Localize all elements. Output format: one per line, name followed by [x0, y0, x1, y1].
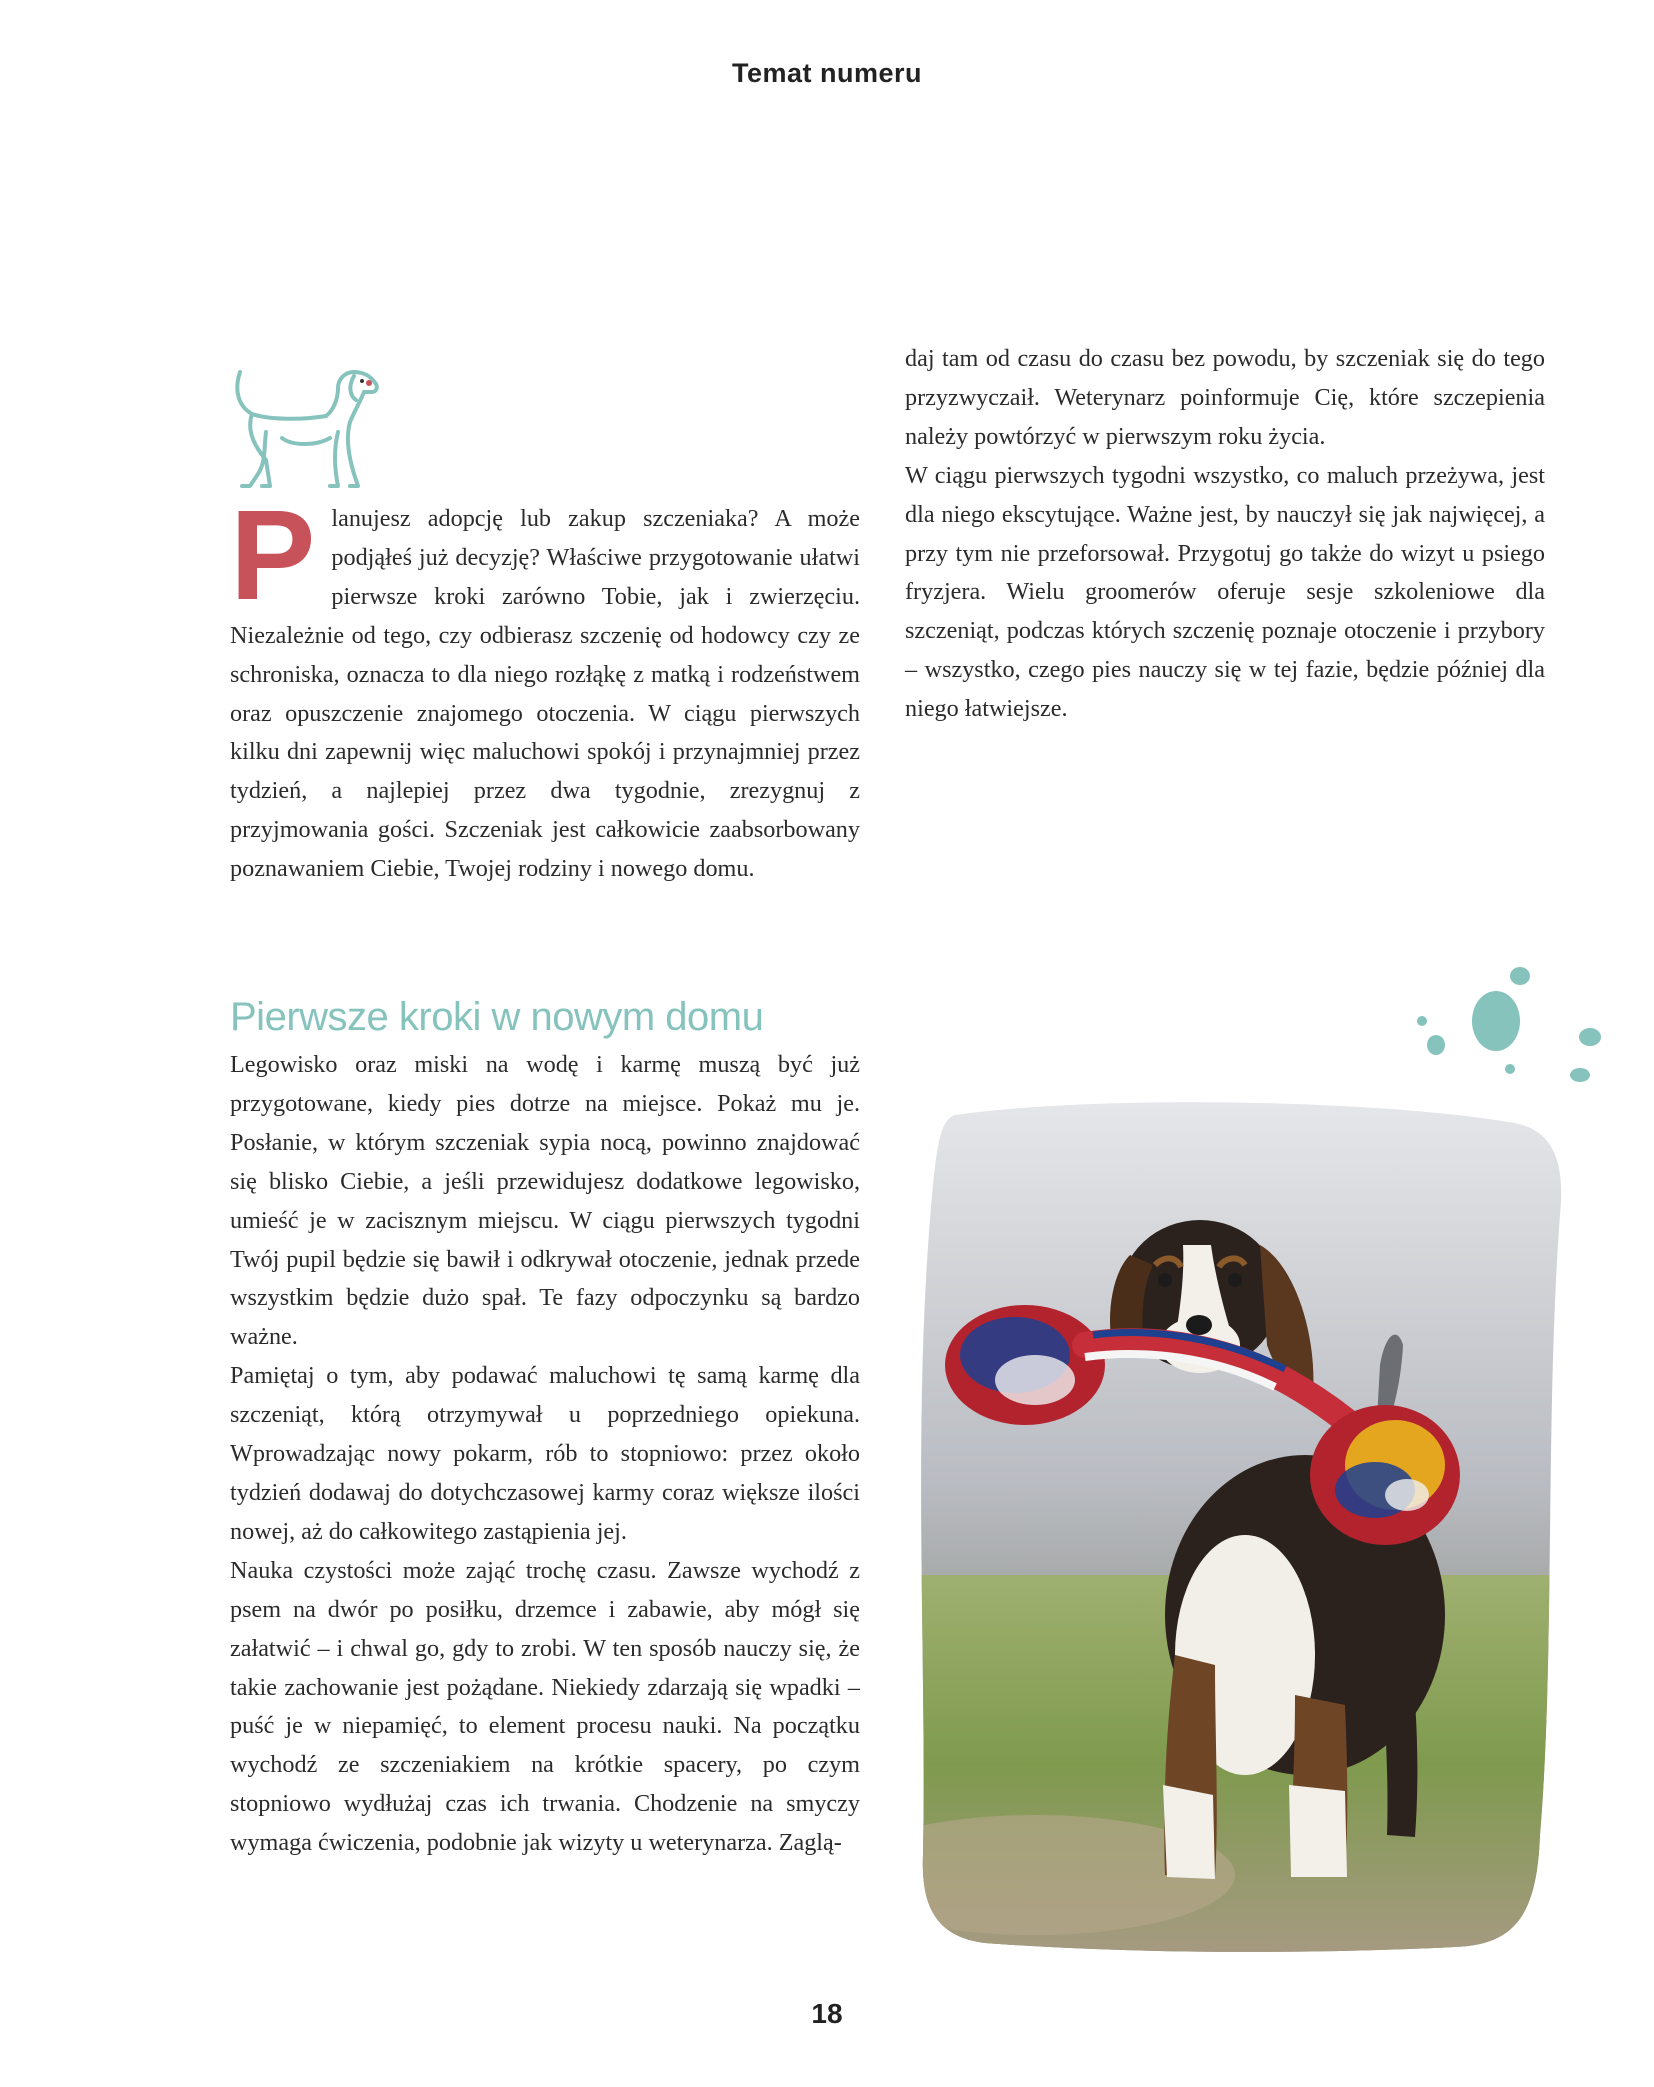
intro-paragraph: [230, 484, 860, 889]
puppy-photo: [915, 1095, 1565, 1955]
page-number: 18: [811, 1998, 843, 2029]
paint-splash-decoration: [1400, 955, 1620, 1095]
page-header-title: Temat numeru: [731, 58, 923, 88]
drop-cap: P: [230, 484, 316, 627]
dog-outline-icon: [226, 362, 386, 494]
right-column-paragraph: daj tam od czasu do czasu bez powodu, by szczeniak się do tego przyzwyczaił. Weterynarz poinformuje Cię, które szczepienia należy powtórzyć w pierwszym roku życia.: [905, 345, 1545, 450]
section-paragraph: Nauka czystości może zająć trochę czasu. Zawsze wychodź z psem na dwór po posiłku, drzemce i zabawie, aby mógł się załatwić – i chwal go, gdy to zrobi. W ten sposób nauczy się, że takie zachowanie jest pożądane. Niekiedy zdarzają się wpadki – puść je w niepamięć, to element procesu nauki. Na początku wychodź ze szczeniakiem na krótkie spacery, po czym stopniowo wydłużaj czas ich trwania. Chodzenie na smyczy wymaga ćwiczenia, podobnie jak wizyty u weterynarza. Zaglą-: [230, 1556, 860, 1857]
section-paragraph: Legowisko oraz miski na wodę i karmę muszą być już przygotowane, kiedy pies dotrze na miejsce. Pokaż mu je. Posłanie, w którym szczeniak sypia nocą, powinno znajdować się blisko Ciebie, a jeśli przewidujesz dodatkowe legowisko, umieść je w zacisznym miejscu. W ciągu pierwszych tygodni Twój pupil będzie się bawił i odkrywał otoczenie, jednak przede wszystkim będzie dużo spał. Te fazy odpoczynku są bardzo ważne.: [230, 1051, 860, 1351]
section-heading: Pierwsze kroki w nowym domu: [230, 995, 764, 1040]
section-paragraph: Pamiętaj o tym, aby podawać maluchowi tę samą karmę dla szczeniąt, którą otrzymywał u poprzedniego opiekuna. Wprowadzając nowy pokarm, rób to stopniowo: przez około tydzień dodawaj do dotychczasowej karmy coraz większe ilości nowej, aż do całkowitego zastąpienia jej.: [230, 1362, 860, 1545]
right-column-paragraph: W ciągu pierwszych tygodni wszystko, co maluch przeżywa, jest dla niego ekscytujące. Ważne jest, by nauczył się jak najwięcej, a przy tym nie przeforsował. Przygotuj go także do wizyt u psiego fryzjera. Wielu groomerów oferuje sesje szkoleniowe dla szczeniąt, podczas których szczenię poznaje otoczenie i przybory – wszystko, czego pies nauczy się w tej fazie, będzie później dla niego łatwiejsze.: [905, 461, 1545, 723]
intro-text: lanujesz adopcję lub zakup szczeniaka? A może podjąłeś już decyzję? Właściwe przygotowanie ułatwi pierwsze kroki zarówno Tobie, jak i zwierzęciu. Niezależnie od tego, czy odbierasz szczenię od hodowcy czy ze schroniska, oznacza to dla niego rozłąkę z matką i rodzeństwem oraz opuszczenie znajomego otoczenia. W ciągu pierwszych kilku dni zapewnij więc maluchowi spokój i przynajmniej przez tydzień, a najlepiej przez dwa tygodnie, zrezygnuj z przyjmowania gości. Szczeniak jest całkowicie zaabsorbowany poznawaniem Ciebie, Twojej rodziny i nowego domu.: [230, 505, 860, 883]
section-body: [230, 1046, 860, 1863]
right-column: [905, 340, 1545, 729]
